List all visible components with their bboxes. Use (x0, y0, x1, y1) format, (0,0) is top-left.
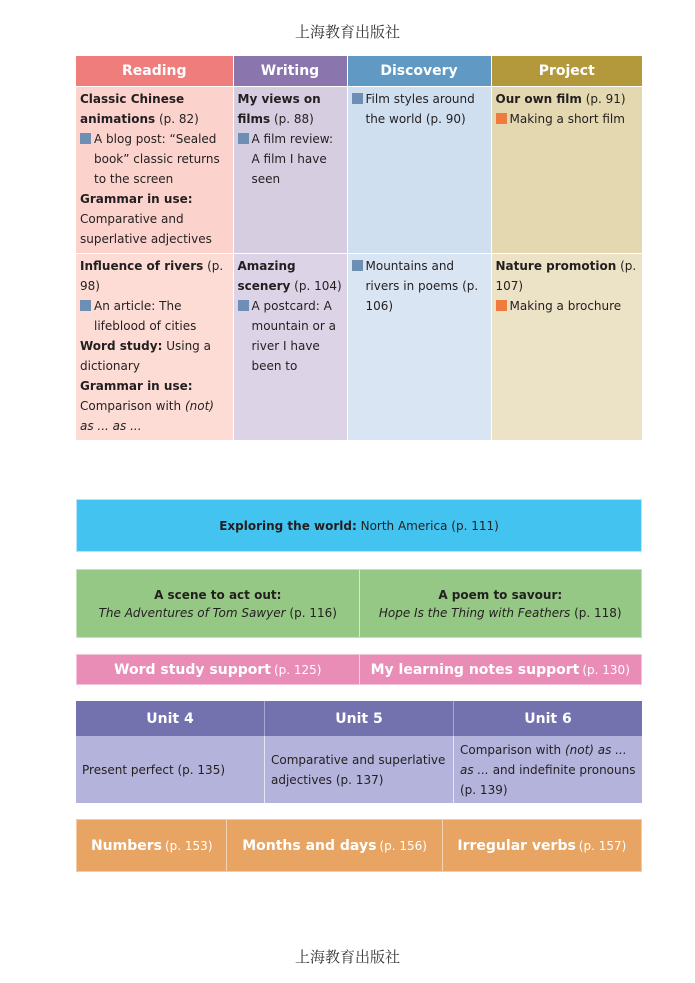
reading-cell-1 (76, 87, 233, 254)
writing-cell-2 (233, 254, 347, 441)
grammar-text: Comparative and superlative adjectives (80, 212, 212, 246)
verbs-appendix: Irregular verbs (p. 157) (442, 820, 641, 871)
reading-bullet: An article: The lifeblood of cities (80, 296, 230, 336)
grammar-label: Grammar in use: (80, 379, 193, 393)
months-appendix: Months and days (p. 156) (226, 820, 441, 871)
word-study-label: Word study: (80, 339, 163, 353)
page-ref: (p. 125) (273, 662, 322, 677)
publisher-header: 上海教育出版社 (294, 23, 400, 41)
project-cell-2 (491, 254, 642, 441)
discovery-cell-2 (347, 254, 491, 441)
discovery-bullet: Mountains and rivers in poems (p. 106) (352, 256, 488, 316)
unit-4-header: Unit 4 (146, 710, 194, 727)
page-ref: (p. 157) (578, 838, 627, 853)
discovery-cell-1 (347, 87, 491, 254)
unit-6-header: Unit 6 (453, 701, 642, 736)
writing-title: Amazing scenery (237, 259, 296, 293)
square-bullet-icon (238, 133, 249, 144)
word-study-support: Word study support (p. 125) (114, 661, 322, 678)
writing-header: Writing (233, 56, 347, 87)
page-ref: (p. 98) (80, 259, 224, 293)
project-title: Nature promotion (495, 259, 617, 273)
project-header: Project (491, 56, 642, 87)
support-band (76, 654, 642, 685)
page-ref: (p. 104) (294, 279, 342, 293)
unit-5-content: Comparative and superlative adjectives (p. 137) (264, 736, 453, 803)
page-ref: (p. 88) (273, 112, 314, 126)
square-bullet-icon (80, 300, 91, 311)
activities-band (76, 569, 642, 638)
reading-header: Reading (76, 56, 233, 87)
page-ref: (p. 156) (379, 838, 427, 853)
appendix-band (76, 819, 642, 872)
discovery-bullet: Film styles around the world (p. 90) (352, 89, 488, 129)
scene-section (77, 570, 359, 637)
unit-5-header: Unit 5 (264, 701, 453, 736)
learning-notes-support: My learning notes support (p. 130) (359, 655, 642, 684)
discovery-header: Discovery (347, 56, 491, 87)
writing-title: My views on films (237, 92, 321, 126)
square-bullet-icon (352, 93, 363, 104)
square-bullet-icon (238, 300, 249, 311)
square-bullet-icon (80, 133, 91, 144)
poem-title: Hope Is the Thing with Feathers (378, 605, 571, 620)
grammar-italic: (not) as ... as ... (80, 399, 214, 433)
explore-label: Exploring the world: (219, 518, 357, 533)
exploring-world-band (76, 499, 642, 552)
project-bullet: Making a short film (496, 109, 640, 129)
poem-label: A poem to savour: (438, 587, 563, 602)
square-bullet-icon (496, 300, 507, 311)
square-bullet-icon (352, 260, 363, 271)
units-grammar-table (76, 701, 642, 803)
page-ref: (p. 82) (158, 112, 199, 126)
project-title: Our own film (495, 92, 582, 106)
square-bullet-icon (496, 113, 507, 124)
writing-bullet: A postcard: A mountain or a river I have been to (238, 296, 344, 376)
project-cell-1 (491, 87, 642, 254)
writing-cell-1 (233, 87, 347, 254)
poem-section (359, 570, 642, 637)
publisher-footer: 上海教育出版社 (294, 948, 400, 966)
scene-title: The Adventures of Tom Sawyer (98, 605, 286, 620)
unit-6-content: Comparison with (not) as ... as ... and indefinite pronouns (p. 139) (453, 736, 642, 803)
page-ref: (p. 91) (585, 92, 626, 106)
explore-text: North America (p. 111) (360, 518, 499, 533)
writing-bullet: A film review: A film I have seen (238, 129, 344, 189)
grammar-text: Comparison with (80, 399, 182, 413)
scene-label: A scene to act out: (154, 587, 282, 602)
project-bullet: Making a brochure (496, 296, 640, 316)
grammar-label: Grammar in use: (80, 192, 193, 206)
poem-page: (p. 118) (574, 605, 622, 620)
contents-table (76, 56, 642, 440)
reading-bullet: A blog post: “Sealed book” classic returns to the screen (80, 129, 230, 189)
numbers-appendix: Numbers (p. 153) (90, 837, 213, 854)
unit-4-content: Present perfect (p. 135) (82, 762, 226, 777)
reading-title: Influence of rivers (80, 259, 204, 273)
page-ref: (p. 107) (495, 259, 637, 293)
page-ref: (p. 153) (164, 838, 213, 853)
word-study-text: Using a dictionary (80, 339, 211, 373)
reading-cell-2 (76, 254, 233, 441)
reading-title: Classic Chinese animations (80, 92, 185, 126)
page-ref: (p. 130) (582, 662, 630, 677)
scene-page: (p. 116) (289, 605, 337, 620)
